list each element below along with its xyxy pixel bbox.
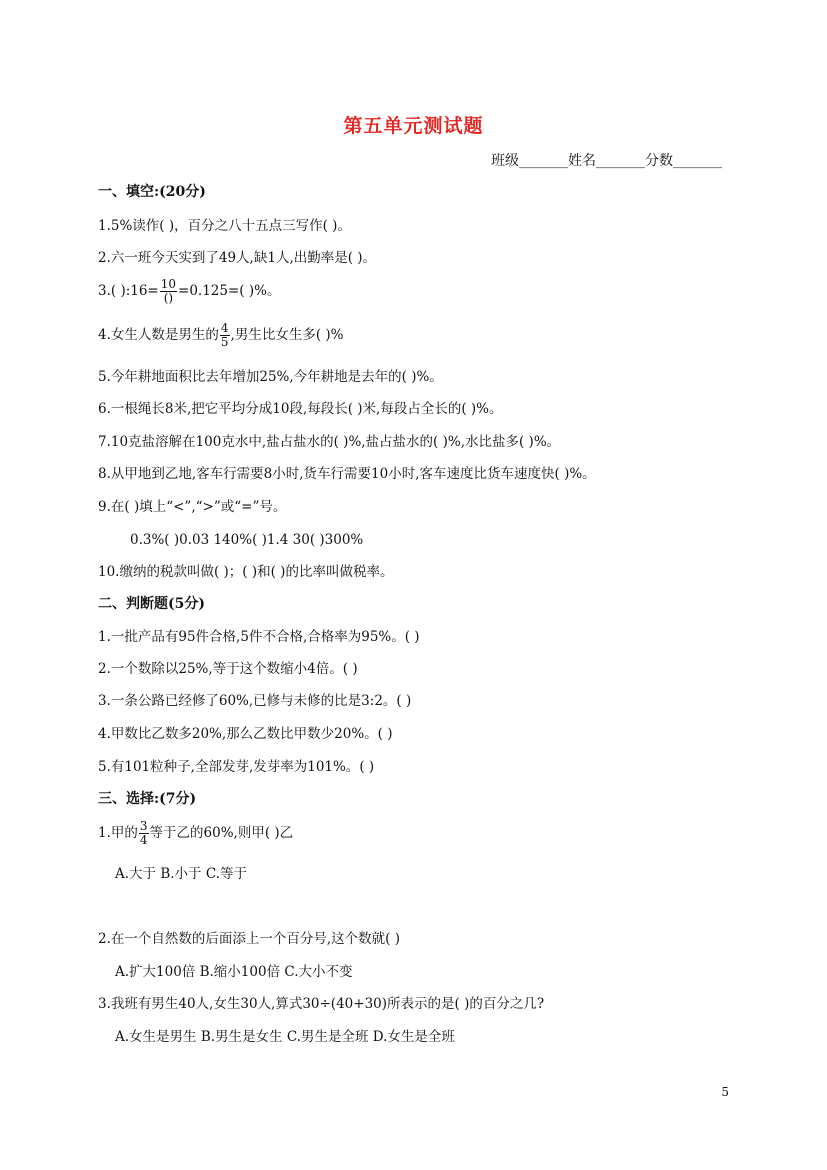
page-number: 5 [721,1085,729,1099]
q3-fraction-den: () [163,291,174,305]
s1-question-3 [98,278,280,305]
s3-question-2-options: A.扩大100倍 B.缩小100倍 C.大小不变 [115,964,353,980]
s2-question-2: 2.一个数除以25%,等于这个数缩小4倍。( ) [98,661,358,677]
s1-question-5: 5.今年耕地面积比去年增加25%,今年耕地是去年的( )%。 [98,369,443,385]
q4-suffix: ,男生比女生多( )% [230,327,344,343]
s1-question-1: 1.5%读作( )，百分之八十五点三写作( )。 [98,218,351,234]
s3q1-fraction [139,820,149,847]
s1-question-7: 7.10克盐溶解在100克水中,盐占盐水的( )%,盐占盐水的( )%,水比盐多( )%。 [98,434,561,450]
s3q1-prefix: 1.甲的 [98,825,138,841]
q4-fraction-num: 4 [220,321,229,335]
s3-question-2: 2.在一个自然数的后面添上一个百分号,这个数就( ) [98,931,400,947]
q4-fraction [220,322,230,349]
s1-question-9-items: 0.3%( )0.03 140%( )1.4 30( )300% [130,532,364,548]
q3-fraction-num: 10 [160,277,177,291]
s3q1-fraction-den: 4 [139,833,148,847]
q3-prefix: 3.( ):16= [98,283,159,299]
s3q1-suffix: 等于乙的60%,则甲( )乙 [149,825,294,841]
s3q1-fraction-num: 3 [139,819,148,833]
s3-question-1-options: A.大于 B.小于 C.等于 [115,866,247,882]
s1-question-4 [98,322,343,349]
q4-prefix: 4.女生人数是男生的 [98,327,219,343]
section3-heading: 三、选择:(7分) [98,791,197,807]
s3-question-1 [98,820,293,847]
student-info-line: 班级_______姓名_______分数_______ [491,153,722,169]
s2-question-3: 3.一条公路已经修了60%,已修与未修的比是3:2。( ) [98,693,412,709]
page-title: 第五单元测试题 [343,115,484,137]
s3-question-3: 3.我班有男生40人,女生30人,算式30÷(40+30)所表示的是( )的百分之几? [98,996,545,1012]
s1-question-10: 10.缴纳的税款叫做( )；( )和( )的比率叫做税率。 [98,564,394,580]
s3-question-3-options: A.女生是男生 B.男生是女生 C.男生是全班 D.女生是全班 [115,1029,455,1045]
s2-question-5: 5.有101粒种子,全部发芽,发芽率为101%。( ) [98,759,375,775]
s1-question-8: 8.从甲地到乙地,客车行需要8小时,货车行需要10小时,客车速度比货车速度快( )%。 [98,466,596,482]
s1-question-9: 9.在( )填上“<”,“>”或“=”号。 [98,499,287,515]
q3-fraction [160,278,177,305]
s2-question-4: 4.甲数比乙数多20%,那么乙数比甲数少20%。( ) [98,726,393,742]
q4-fraction-den: 5 [220,335,229,349]
s1-question-2: 2.六一班今天实到了49人,缺1人,出勤率是( )。 [98,250,377,266]
s1-question-6: 6.一根绳长8米,把它平均分成10段,每段长( )米,每段占全长的( )%。 [98,401,503,417]
section1-heading: 一、填空:(20分) [98,184,206,200]
section2-heading: 二、判断题(5分) [98,596,205,612]
q3-suffix: =0.125=( )%。 [178,283,281,299]
s2-question-1: 1.一批产品有95件合格,5件不合格,合格率为95%。( ) [98,629,420,645]
